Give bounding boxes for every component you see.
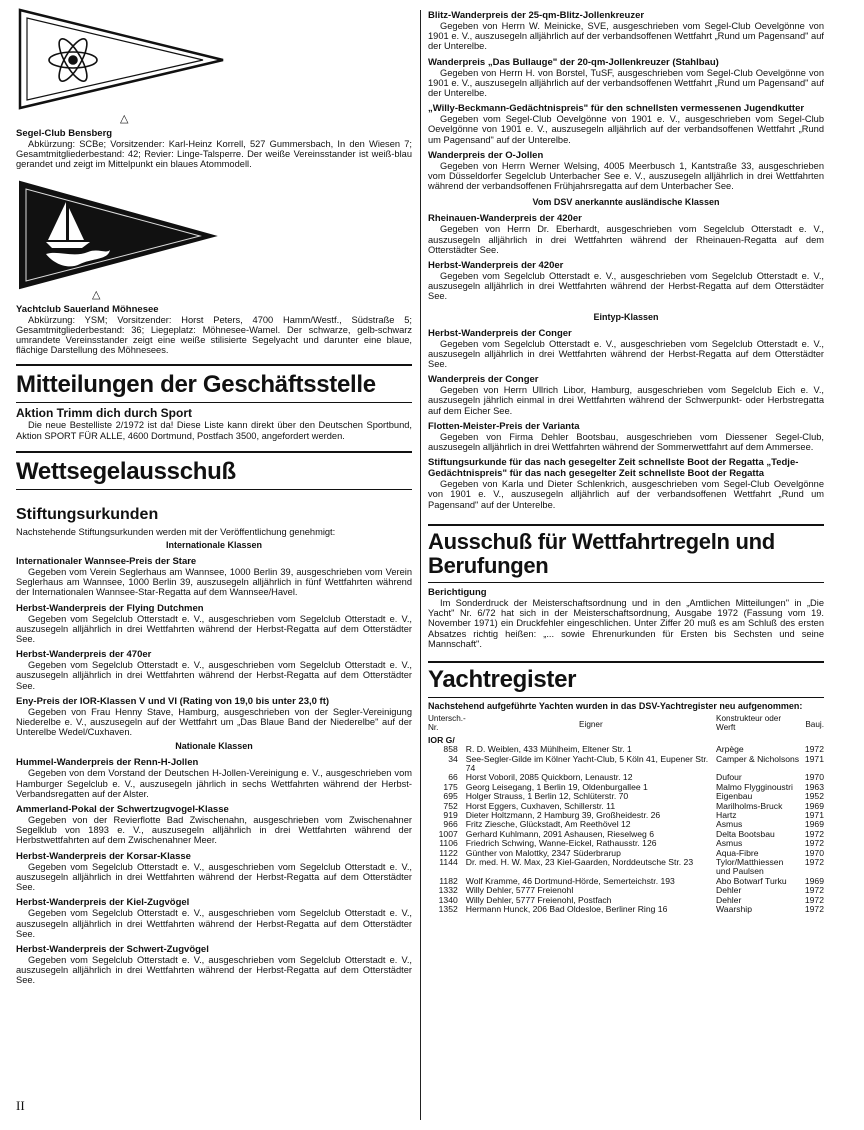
award-text: Gegeben von Herrn W. Meinicke, SVE, ausgeschrieben vom Segel-Club Oevelgönne von 1901 e. V., auszusegeln alljährlich auf der verbandsoffenen Wettfahrt „Rund um Pagensand" auf der Unterelbe. bbox=[428, 21, 824, 52]
triangle-marker: △ bbox=[92, 288, 101, 301]
col-year-header: Bauj. bbox=[805, 719, 824, 729]
yacht-builder: Asmus bbox=[716, 838, 743, 849]
yacht-year: 1969 bbox=[804, 875, 824, 886]
award-text: Gegeben vom Verein Seglerhaus am Wannsee, 1000 Berlin 39, ausgeschrieben vom Verein Seglerhaus am Wannsee, 1000 Berlin 39, auszusegeln alljährlich in fünf Wettfahrten während der Internationalen Wannsee-Star-Regatta auf dem Wannsee/Havel. bbox=[16, 567, 412, 598]
club2-text: Abkürzung: YSM; Vorsitzender: Horst Peters, 4700 Hamm/Westf., Südstraße 5; Gesamtmitgliederbestand: 36; Liegeplatz: Möhnesee-Wamel. Der schwarze, gelb-schwarz umrandete Vereinsstander zeigt eine weiße stilisierte Segelyacht und darunter eine blaue, flächige Darstellung des Möhnesees. bbox=[16, 314, 412, 356]
yacht-nr: 175 bbox=[443, 781, 458, 792]
international-heading: Internationale Klassen bbox=[165, 540, 263, 551]
yacht-year: 1972 bbox=[804, 744, 824, 755]
yacht-nr: 1007 bbox=[438, 828, 458, 839]
section-rule bbox=[428, 697, 824, 698]
yacht-owner: Hermann Hunck, 206 Bad Oldesloe, Berliner Ring 16 bbox=[465, 904, 668, 915]
award-text: Gegeben vom Segelclub Otterstadt e. V., ausgeschrieben vom Segelclub Otterstadt e. V., auszusegeln alljährlich in drei Wettfahrten während der Herbst-Regatta auf dem Otterstädter See. bbox=[428, 338, 824, 370]
award-title: Blitz-Wanderpreis der 25-qm-Blitz-Jollenkreuzer bbox=[428, 10, 645, 21]
award-text: Gegeben vom Segelclub Otterstadt e. V., ausgeschrieben vom Segelclub Otterstadt e. V., auszusegeln alljährlich in drei Wettfahrten während der Herbst-Regatta auf dem Otterstädter See. bbox=[16, 861, 412, 893]
yacht-nr: 752 bbox=[443, 800, 458, 811]
award-title: Herbst-Wanderpreis der 420er bbox=[428, 260, 564, 272]
section-rule bbox=[16, 451, 412, 453]
yacht-year: 1963 bbox=[804, 781, 824, 792]
wettsegel-heading: Wettsegelausschuß bbox=[16, 457, 236, 485]
yacht-builder: Hartz bbox=[716, 809, 737, 820]
award-title: Ammerland-Pokal der Schwertzugvogel-Klasse bbox=[16, 804, 229, 816]
award-text: Gegeben von Karla und Dieter Schlenkrich, ausgeschrieben vom Segel-Club Oevelgönne von 1901 e. V., auszusegeln alljährlich auf der verbandsoffenen Wettfahrt „Rund um Pagensand" auf der Unterelbe. bbox=[428, 479, 824, 510]
award-title: Herbst-Wanderpreis der Conger bbox=[428, 327, 572, 339]
yacht-builder: Eigenbau bbox=[716, 791, 753, 802]
yachtregister-intro: Nachstehend aufgeführte Yachten wurden in das DSV-Yachtregister neu aufgenommen: bbox=[428, 700, 803, 711]
mitteilungen-heading: Mitteilungen der Geschäftsstelle bbox=[16, 371, 376, 399]
dsv-heading: Vom DSV anerkannte ausländische Klassen bbox=[532, 197, 720, 208]
stiftungsurkunden-heading: Stiftungsurkunden bbox=[16, 505, 159, 523]
award-text: Gegeben vom Segelclub Otterstadt e. V., ausgeschrieben vom Segelclub Otterstadt e. V., auszusegeln alljährlich in drei Wettfahrten während der Herbst-Regatta auf dem Otterstädter See. bbox=[16, 954, 412, 986]
yacht-builder: Aqua-Fibre bbox=[716, 847, 759, 858]
award-title: Wanderpreis „Das Bullauge" der 20-qm-Jollenkreuzer (Stahlbau) bbox=[428, 56, 719, 68]
award-text: Gegeben von Firma Dehler Bootsbau, ausgeschrieben vom Diessener Segel-Club, auszusegeln alljährlich in drei Wettfahrten während der Sommerwettfahrt auf dem Ammersee. bbox=[428, 431, 824, 453]
page-number: II bbox=[16, 1098, 25, 1113]
award-text: Gegeben vom Segel-Club Oevelgönne von 1901 e. V., ausgeschrieben vom Segel-Club Oevelgönne von 1901 e. V., auszusegeln alljährlich auf der verbandsoffenen Wettfahrt „Rund um Pagensand" auf der Unterelbe. bbox=[428, 114, 824, 145]
award-text: Gegeben von der Revierflotte Bad Zwischenahn, ausgeschrieben vom Zwischenahner Segelklub von 1893 e. V., auszusegeln alljährlich in drei Wettfahrten während der Herbstwettfahrten auf dem Zwischenahner Meer. bbox=[16, 815, 412, 846]
eintyp-list bbox=[428, 328, 824, 510]
award-title: Rheinauen-Wanderpreis der 420er bbox=[428, 213, 582, 225]
yacht-nr: 66 bbox=[448, 772, 458, 783]
yacht-year: 1972 bbox=[804, 838, 824, 849]
yacht-builder: Marilholms-Bruck bbox=[716, 800, 783, 811]
award-title: Internationaler Wannsee-Preis der Stare bbox=[16, 556, 197, 568]
yacht-year: 1972 bbox=[804, 828, 824, 839]
yacht-nr: 695 bbox=[443, 791, 458, 802]
international-list bbox=[16, 556, 412, 737]
yacht-nr: 1352 bbox=[438, 904, 458, 915]
section-rule bbox=[428, 661, 824, 663]
award-title: „Willy-Beckmann-Gedächtnispreis" für den schnellsten vermessenen Jugendkutter bbox=[428, 103, 805, 115]
section-rule bbox=[16, 364, 412, 366]
club1-text: Abkürzung: SCBe; Vorsitzender: Karl-Heinz Korrell, 527 Gummersbach, In den Wiesen 7; Gesamtmitgliederbestand: 42; Revier: Linge-Talsperre. Der weiße Vereinsstander ist weiß-blau gerandet und zeigt im Mittelpunkt ein blaues Atommodell. bbox=[16, 139, 412, 170]
award-text: Gegeben von Herrn Dr. Eberhardt, ausgeschrieben vom Segelclub Otterstadt e. V., auszusegeln alljährlich in drei Wettfahrten während der Rheinauen-Regatta auf dem Otterstädter See. bbox=[428, 224, 824, 255]
yachtregister-heading: Yachtregister bbox=[428, 665, 577, 693]
pennant-atom-icon bbox=[18, 6, 228, 118]
yacht-year: 1969 bbox=[804, 819, 824, 830]
yacht-owner: R. D. Weiblen, 433 Mühlheim, Eltener Str. 1 bbox=[465, 744, 632, 755]
yacht-owner: Günther von Malottky, 2347 Süderbrarup bbox=[465, 847, 621, 858]
dsv-list bbox=[428, 213, 824, 301]
yacht-owner: Horst Voboril, 2085 Quickborn, Lenaustr. 12 bbox=[465, 772, 633, 783]
award-title: Stiftungsurkunde für das nach gesegelter Zeit schnellste Boot der Regatta „Tedje-Gedächtnispreis" für das nach gesegelter Zeit schnellste Boot der Regatta bbox=[428, 457, 799, 480]
yacht-builder: Dehler bbox=[716, 894, 742, 905]
yacht-owner: Holger Strauss, 1 Berlin 12, Schlüterstr. 70 bbox=[465, 791, 629, 802]
award-title: Herbst-Wanderpreis der 470er bbox=[16, 649, 152, 661]
yacht-owner: Dr. med. H. W. Max, 23 Kiel-Gaarden, Norddeutsche Str. 23 bbox=[465, 857, 694, 867]
yacht-builder: Arpège bbox=[716, 744, 744, 755]
yacht-owner: Fritz Ziesche, Glückstadt, Am Reethövel 12 bbox=[465, 819, 631, 830]
yacht-builder: Camper & Nicholsons bbox=[716, 753, 800, 764]
mitteilungen-text: Die neue Bestelliste 2/1972 ist da! Diese Liste kann direkt über den Deutschen Sportbund, Aktion SPORT FÜR ALLE, 4600 Dortmund, Postfach 3500, angefordert werden. bbox=[16, 420, 412, 441]
club1-title: Segel-Club Bensberg bbox=[16, 128, 113, 139]
berichtigung-heading: Berichtigung bbox=[428, 586, 487, 598]
wettsegel-intro: Nachstehende Stiftungsurkunden werden mit der Veröffentlichung genehmigt: bbox=[16, 526, 336, 537]
eintyp-heading: Eintyp-Klassen bbox=[593, 311, 659, 322]
award-title: Flotten-Meister-Preis der Varianta bbox=[428, 420, 580, 432]
yacht-nr: 1122 bbox=[439, 847, 458, 858]
yacht-year: 1971 bbox=[804, 809, 824, 820]
award-title: Wanderpreis der O-Jollen bbox=[428, 149, 544, 161]
award-text: Gegeben von Herrn Werner Welsing, 4005 Meerbusch 1, Kantstraße 33, ausgeschrieben vom Düsseldorfer Segelclub Unterbacher See e. V., auszusegeln alljährlich in drei Wettfahrten während der verbandsoffenen Frühjahrsregatta auf dem Unterbacher See. bbox=[428, 160, 824, 192]
table-row bbox=[428, 755, 824, 774]
col-owner-header: Eigner bbox=[579, 719, 603, 729]
table-row bbox=[428, 905, 824, 914]
yacht-year: 1972 bbox=[804, 904, 824, 915]
national-list bbox=[16, 757, 412, 985]
yacht-owner: Friedrich Schwing, Wanne-Eickel, Rathausstr. 126 bbox=[465, 838, 657, 849]
yacht-table-header bbox=[428, 714, 824, 733]
column-divider bbox=[420, 10, 421, 1120]
yacht-year: 1970 bbox=[804, 847, 824, 858]
yacht-builder: Asmus bbox=[716, 819, 743, 830]
yacht-table bbox=[428, 714, 824, 915]
section-rule bbox=[428, 524, 824, 526]
ausschuss-heading: Ausschuß für Wettfahrtregeln und Berufungen bbox=[428, 528, 775, 578]
yacht-nr: 858 bbox=[443, 744, 458, 755]
right-column bbox=[428, 0, 824, 914]
yacht-owner: See-Segler-Gilde im Kölner Yacht-Club, 5 Köln 41, Eupener Str. 74 bbox=[465, 753, 709, 773]
yacht-owner: Horst Eggers, Cuxhaven, Schillerstr. 11 bbox=[465, 800, 616, 811]
yacht-year: 1971 bbox=[804, 753, 824, 764]
award-text: Gegeben von dem Vorstand der Deutschen H-Jollen-Vereinigung e. V., ausgeschrieben vom Hamburger Segelclub e. V., auszusegeln jährlich in sechs Wettfahrten während der Herbst-Verbandsregatten auf der Alster. bbox=[16, 768, 412, 799]
award-title: Herbst-Wanderpreis der Korsar-Klasse bbox=[16, 850, 191, 862]
yacht-owner: Wolf Kramme, 46 Dortmund-Hörde, Semerteichstr. 193 bbox=[465, 875, 675, 886]
award-text: Gegeben vom Segelclub Otterstadt e. V., ausgeschrieben vom Segelclub Otterstadt e. V., auszusegeln alljährlich in drei Wettfahrten während der Herbst-Regatta auf dem Otterstädter See. bbox=[16, 660, 412, 691]
yacht-builder: Tylor/Matthiessen und Paulsen bbox=[716, 857, 784, 877]
yacht-owner: Willy Dehler, 5777 Freienohl, Postfach bbox=[465, 894, 612, 905]
yacht-owner: Gerhard Kuhlmann, 2091 Ashausen, Rieselweg 6 bbox=[465, 828, 654, 839]
yacht-owner: Georg Leisegang, 1 Berlin 19, Oldenburgallee 1 bbox=[465, 781, 648, 792]
yacht-builder: Dehler bbox=[716, 885, 742, 896]
col-builder-header: Konstrukteur oder Werft bbox=[716, 713, 782, 733]
yacht-owner: Dieter Holtzmann, 2 Hamburg 39, Großheidestr. 26 bbox=[465, 809, 661, 820]
yacht-builder: Malmo Flygginoustri bbox=[716, 781, 793, 792]
yacht-nr: 1144 bbox=[439, 857, 458, 867]
award-text: Gegeben von Herrn Ullrich Libor, Hamburg, ausgeschrieben vom Segelclub Eich e. V., auszusegeln jährlich einmal in drei Wettfahrten während der Schwerpunkt- oder Herbstregatta auf dem Eicher See. bbox=[428, 385, 824, 416]
triangle-marker: △ bbox=[120, 113, 129, 125]
pennant-bensberg bbox=[16, 0, 412, 128]
yacht-builder: Dufour bbox=[716, 772, 742, 783]
award-text: Gegeben vom Segelclub Otterstadt e. V., ausgeschrieben vom Segelclub Otterstadt e. V., auszusegeln alljährlich in drei Wettfahrten während der Herbst-Regatta auf dem Otterstädter See. bbox=[16, 613, 412, 645]
pennant-sailboat-icon bbox=[18, 180, 218, 292]
award-title: Wanderpreis der Conger bbox=[428, 374, 539, 386]
award-text: Gegeben von Frau Henny Stave, Hamburg, ausgeschrieben von der Segler-Vereinigung Niederelbe e. V., auszusegeln auf der Wettfahrt um „Das Blaue Band der Niederelbe" auf der Unterelbe Wedel/Cuxhaven. bbox=[16, 706, 412, 738]
yacht-builder: Waarship bbox=[716, 904, 752, 915]
section-rule bbox=[16, 489, 412, 490]
yacht-nr: 919 bbox=[443, 809, 458, 820]
pennant-moehnesee bbox=[16, 176, 412, 304]
yacht-year: 1970 bbox=[804, 772, 824, 783]
award-text: Gegeben vom Segelclub Otterstadt e. V., ausgeschrieben vom Segelclub Otterstadt e. V., auszusegeln alljährlich in drei Wettfahrten während der Herbst-Regatta auf dem Otterstädter See. bbox=[16, 908, 412, 939]
yacht-group: IOR G/ bbox=[428, 734, 455, 745]
national-heading: Nationale Klassen bbox=[175, 741, 253, 752]
award-title: Herbst-Wanderpreis der Flying Dutchmen bbox=[16, 602, 204, 614]
yacht-nr: 1332 bbox=[438, 885, 458, 896]
yacht-nr: 1106 bbox=[439, 838, 458, 849]
yacht-nr: 966 bbox=[443, 819, 458, 830]
award-text: Gegeben vom Segelclub Otterstadt e. V., ausgeschrieben vom Segelclub Otterstadt e. V., auszusegeln alljährlich in drei Wettfahrten während der Herbst-Regatta auf dem Otterstädter See. bbox=[428, 271, 824, 302]
award-title: Herbst-Wanderpreis der Schwert-Zugvögel bbox=[16, 943, 209, 955]
yacht-year: 1972 bbox=[804, 885, 824, 896]
award-title: Eny-Preis der IOR-Klassen V und VI (Rating von 19,0 bis unter 23,0 ft) bbox=[16, 695, 330, 707]
award-title: Hummel-Wanderpreis der Renn-H-Jollen bbox=[16, 757, 199, 769]
table-row bbox=[428, 858, 824, 877]
right-top-list bbox=[428, 10, 824, 191]
award-text: Gegeben von Herrn H. von Borstel, TuSF, ausgeschrieben vom Segel-Club Oevelgönne von 1901 e. V., auszusegeln alljährlich auf der verbandsoffenen Wettfahrt „Rund um Pagensand" auf der Unterelbe. bbox=[428, 67, 824, 99]
mitteilungen-subheading: Aktion Trimm dich durch Sport bbox=[16, 406, 193, 421]
yacht-year: 1972 bbox=[804, 857, 824, 867]
yacht-year: 1972 bbox=[804, 894, 824, 905]
berichtigung-text: Im Sonderdruck der Meisterschaftsordnung und in den „Amtlichen Mitteilungen" in „Die Yacht" Nr. 6/72 hat sich in der Meisterschaftsordnung, Ausgabe 1972 (Fassung vom 19. November 1971) ein Druckfehler eingeschlichen. Unter Ziffer 20 muß es am Schluß des ersten Absatzes richtig heißen: „... sowie Ehrenurkunden für Ersten bis Sechsten und seine Mannschaft". bbox=[428, 597, 824, 649]
yacht-year: 1952 bbox=[804, 791, 824, 802]
yacht-owner: Willy Dehler, 5777 Freienohl bbox=[465, 885, 574, 896]
club2-title: Yachtclub Sauerland Möhnesee bbox=[16, 303, 159, 315]
yacht-builder: Abo Botwarf Turku bbox=[716, 875, 787, 886]
yacht-nr: 1340 bbox=[438, 894, 458, 905]
section-rule bbox=[428, 582, 824, 583]
yacht-year: 1969 bbox=[804, 800, 824, 811]
section-rule bbox=[16, 402, 412, 403]
col-nr-header: Untersch.-Nr. bbox=[428, 713, 466, 733]
award-title: Herbst-Wanderpreis der Kiel-Zugvögel bbox=[16, 897, 190, 909]
yacht-builder: Delta Bootsbau bbox=[716, 828, 775, 839]
yacht-nr: 34 bbox=[448, 753, 458, 764]
yacht-nr: 1182 bbox=[439, 875, 458, 886]
left-column bbox=[16, 0, 412, 986]
